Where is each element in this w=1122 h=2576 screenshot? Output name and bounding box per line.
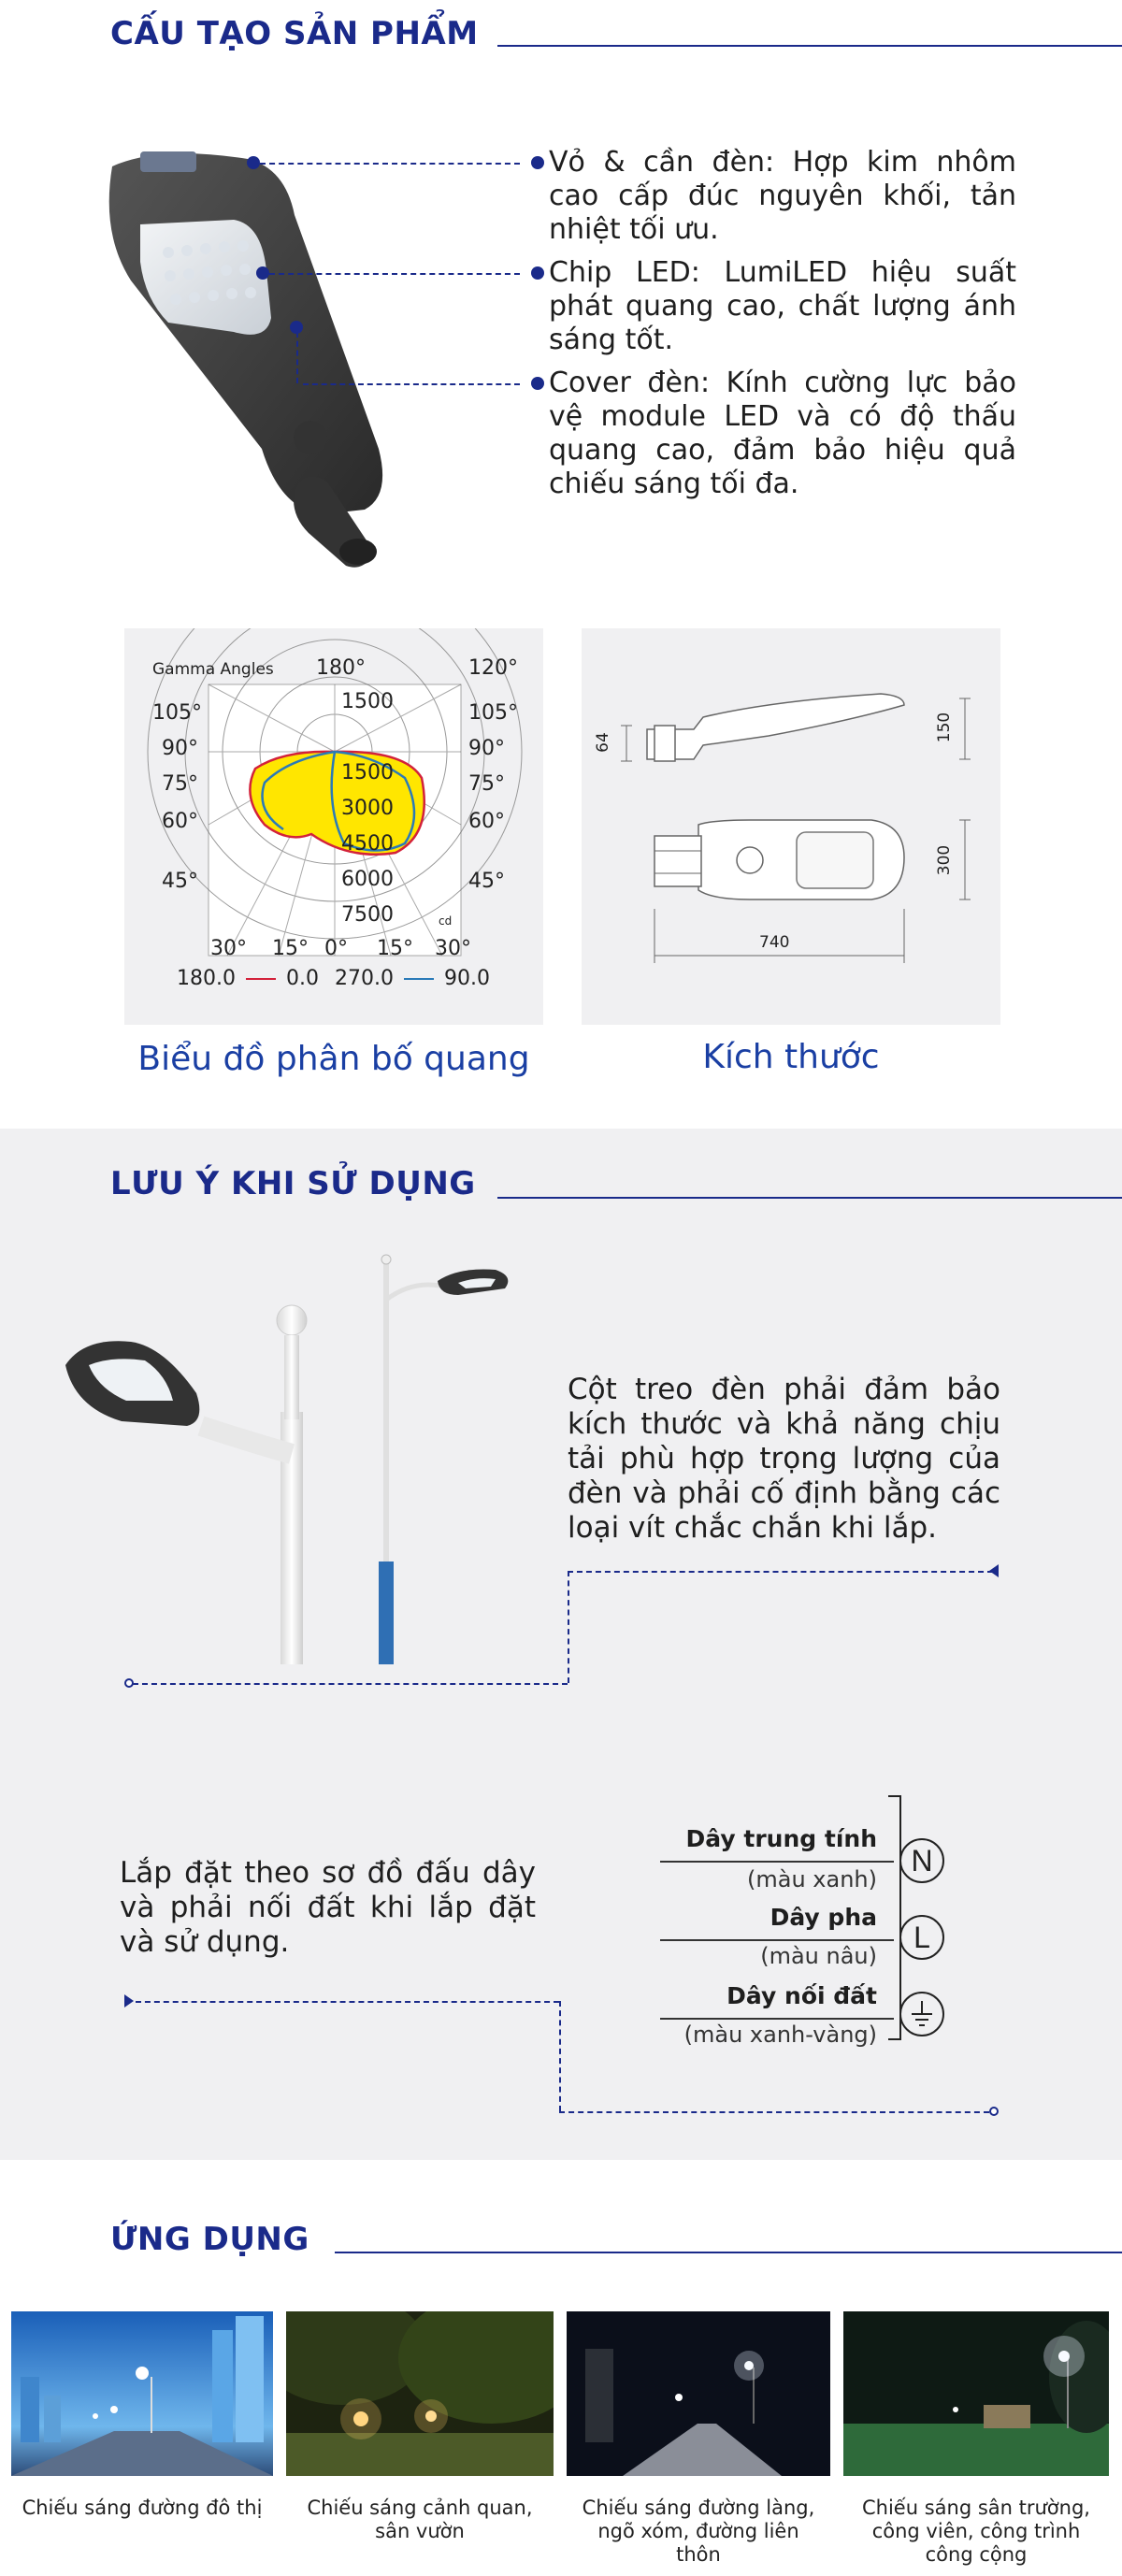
polar-top-label: 180° [316,656,366,680]
legend-a2: 0.0 [285,967,319,990]
polar-left-45: 45° [162,870,198,893]
polar-ring-label: 1500 [341,761,394,784]
note1-dash-vertical [568,1571,569,1683]
note1-dash-top [568,1571,993,1573]
note-pole: Cột treo đèn phải đảm bảo kích thước và khả năng chịu tải phù hợp trọng lượng của đèn và phải cố định bằng các loại vít chắc chắn khi lắp. [568,1373,1000,1545]
wire-neutral-title: Dây trung tính [685,1825,877,1852]
polar-ring-label: 6000 [341,868,394,891]
wire-ground-sub: (màu xanh-vàng) [683,2022,877,2048]
legend-b2: 90.0 [443,967,490,990]
polar-right-90: 90° [468,737,505,760]
polar-left-105: 105° [152,701,202,725]
polar-ring-label: 3000 [341,797,394,820]
app-caption-landscape: Chiếu sáng cảnh quan, sân vườn [307,2497,533,2542]
wiring-bus [888,1795,901,2040]
street-light-product-image [94,140,393,570]
polar-caption: Biểu đồ phân bố quang [137,1040,530,1078]
leader-line-chip [269,273,520,275]
dimension-panel [582,628,1000,1025]
app-caption-schoolyard: Chiếu sáng sân trường, công viên, công trình công cộng [862,2497,1090,2566]
dimension-len: 740 [759,933,790,952]
polar-legend [177,967,490,990]
polar-bottom-30-right: 30° [435,937,471,960]
note2-arrow [124,1994,134,2008]
dimension-caption: Kích thước [702,1038,880,1076]
polar-top-right-label: 120° [468,656,518,680]
notes-title-rule [497,1197,1122,1199]
leader-dot-chip [256,266,269,280]
dimension-w: 300 [935,844,955,876]
note1-end-dot [124,1678,134,1688]
dimension-h1: 64 [593,732,612,753]
legend-b-line [404,978,434,980]
note2-end-dot [989,2107,999,2116]
polar-bottom-15-left: 15° [272,937,309,960]
structure-title: CẤU TẠO SẢN PHẨM [110,15,479,52]
dimension-h2: 150 [935,712,955,743]
phase-terminal-icon: L [899,1915,944,1960]
applications-title: ỨNG DỤNG [110,2221,309,2258]
polar-bottom-15-right: 15° [377,937,413,960]
ground-symbol-icon [901,1993,942,2035]
leader-line-housing [260,163,520,165]
structure-title-rule [497,45,1122,47]
bullet-housing [531,156,544,169]
notes-title: LƯU Ý KHI SỬ DỤNG [110,1165,476,1202]
legend-a1: 180.0 [177,967,236,990]
polar-left-90: 90° [162,737,198,760]
wire-phase-title: Dây pha [770,1904,877,1931]
urban-road-photo [11,2311,273,2476]
wire-neutral-sub: (màu xanh) [747,1866,877,1892]
spec-cover: Cover đèn: Kính cường lực bảo vệ module LED và có độ thấu quang cao, đảm bảo hiệu quả chiếu sáng tối đa. [549,367,1016,500]
note2-dash-vertical [559,2001,561,2111]
app-caption-urban-road: Chiếu sáng đường đô thị [22,2497,263,2519]
note2-dash-top [136,2001,559,2003]
polar-left-60: 60° [162,810,198,833]
app-image-urban-road [11,2311,273,2476]
polar-bottom-0: 0° [324,937,348,960]
note1-arrow [989,1564,999,1577]
schoolyard-photo [843,2311,1109,2476]
polar-ring-label: 4500 [341,832,394,856]
polar-left-75: 75° [162,772,198,796]
app-image-schoolyard [843,2311,1109,2476]
pole-illustration [56,1244,524,1674]
polar-right-105: 105° [468,701,518,725]
applications-title-rule [335,2252,1122,2253]
legend-b1: 270.0 [334,967,394,990]
polar-right-60: 60° [468,810,505,833]
polar-ring-label: 1500 [341,690,394,713]
village-road-photo [567,2311,830,2476]
app-caption-village-road: Chiếu sáng đường làng, ngõ xóm, đường liên thôn [582,2497,815,2566]
app-image-landscape [286,2311,554,2476]
leader-line-cover [303,383,520,385]
polar-diagram-panel [124,628,543,1025]
wire-phase-line [660,1939,894,1941]
ground-terminal-icon [899,1992,944,2036]
bullet-cover [531,377,544,390]
leader-line-cover-vertical [296,332,298,383]
spec-housing: Vỏ & cần đèn: Hợp kim nhôm cao cấp đúc nguyên khối, tản nhiệt tối ưu. [549,146,1016,246]
wire-ground-line [660,2018,894,2020]
polar-right-45: 45° [468,870,505,893]
note1-dash-bottom [133,1683,568,1685]
neutral-terminal-icon: N [899,1838,944,1883]
bullet-chip [531,266,544,280]
wire-phase-sub: (màu nâu) [760,1943,877,1969]
dimension-drawing [582,628,1000,1025]
polar-unit: cd [439,914,453,928]
polar-bottom-30-left: 30° [210,937,247,960]
app-image-village-road [567,2311,830,2476]
polar-ring-label: 7500 [341,903,394,927]
note-wiring: Lắp đặt theo sơ đồ đấu dây và phải nối đất khi lắp đặt và sử dụng. [120,1856,536,1959]
wire-ground-title: Dây nối đất [726,1982,877,2009]
leader-dot-housing [247,156,260,169]
wire-neutral-line [660,1861,894,1863]
landscape-photo [286,2311,554,2476]
polar-header: Gamma Angles [152,660,274,679]
note2-dash-bottom [559,2111,989,2113]
legend-a-line [246,978,276,980]
spec-chip: Chip LED: LumiLED hiệu suất phát quang cao, chất lượng ánh sáng tốt. [549,256,1016,356]
polar-right-75: 75° [468,772,505,796]
